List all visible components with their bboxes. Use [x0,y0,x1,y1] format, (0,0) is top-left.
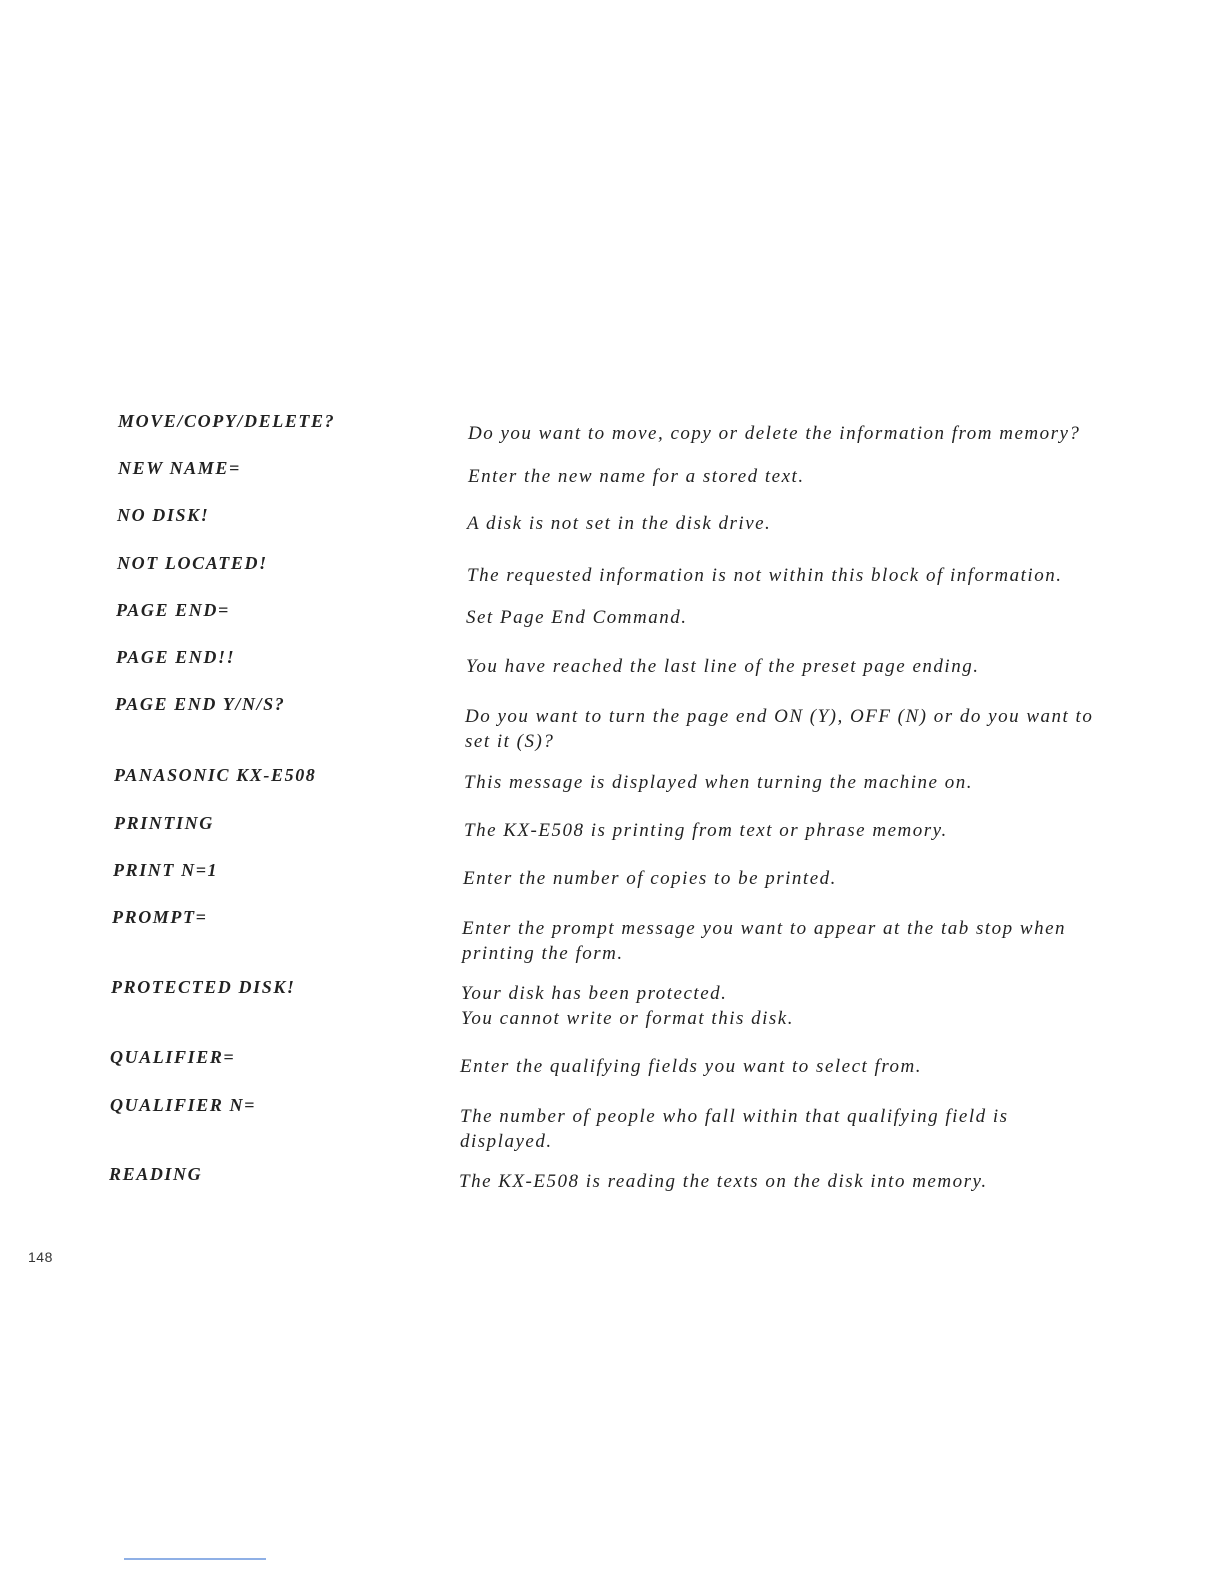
description-line: The KX-E508 is reading the texts on the disk into memory. [459,1171,988,1192]
entry-description [464,818,1104,843]
entry-description [462,916,1102,966]
description-line: Enter the prompt message you want to appear at the tab stop when [462,918,1067,939]
entry-term: READING [109,1164,203,1184]
page-number: 148 [28,1249,53,1265]
description-line: Do you want to move, copy or delete the information from memory? [468,423,1081,444]
description-line: The number of people who fall within that qualifying field is [460,1106,1009,1127]
description-line: Do you want to turn the page end ON (Y), OFF (N) or do you want to [465,706,1094,727]
description-line: Enter the new name for a stored text. [468,466,805,487]
entry-term: PRINTING [114,813,214,833]
entry-term: NO DISK! [117,505,210,525]
entry-description [466,605,1106,630]
entry-term: PROTECTED DISK! [111,977,296,997]
entry-description [463,866,1103,891]
entry-term: QUALIFIER= [110,1047,236,1067]
footer-rule [124,1558,266,1560]
description-line: This message is displayed when turning the machine on. [464,772,973,793]
description-line: You have reached the last line of the preset page ending. [466,656,980,677]
entry-term: PAGE END!! [116,647,236,667]
entry-term: PROMPT= [112,907,208,927]
description-line: set it (S)? [465,731,555,752]
entry-term: PANASONIC KX-E508 [114,765,317,785]
description-line: Set Page End Command. [466,607,688,628]
entry-description [468,464,1108,489]
entry-description [464,770,1104,795]
entry-description [465,704,1105,754]
entry-term: PAGE END= [116,600,230,620]
entry-description [460,1054,1100,1079]
entry-description [466,654,1106,679]
description-line: printing the form. [462,943,624,964]
entry-term: NEW NAME= [118,458,241,478]
description-line: Enter the number of copies to be printed. [463,868,837,889]
entry-description [467,511,1107,536]
description-line: displayed. [460,1131,553,1152]
entry-term: PAGE END Y/N/S? [115,694,286,714]
entry-term: NOT LOCATED! [117,553,268,573]
description-line: You cannot write or format this disk. [461,1008,794,1029]
description-line: Enter the qualifying fields you want to select from. [460,1056,922,1077]
entry-description [467,563,1107,588]
entry-description [461,981,1101,1031]
entry-description [459,1169,1099,1194]
description-line: A disk is not set in the disk drive. [467,513,772,534]
entry-term: PRINT N=1 [113,860,219,880]
description-line: The requested information is not within this block of information. [467,565,1063,586]
entry-description [460,1104,1082,1154]
entry-term: QUALIFIER N= [110,1095,256,1115]
description-line: Your disk has been protected. [461,983,728,1004]
entry-description [468,421,1108,446]
description-line: The KX-E508 is printing from text or phrase memory. [464,820,948,841]
entry-term: MOVE/COPY/DELETE? [118,411,336,431]
